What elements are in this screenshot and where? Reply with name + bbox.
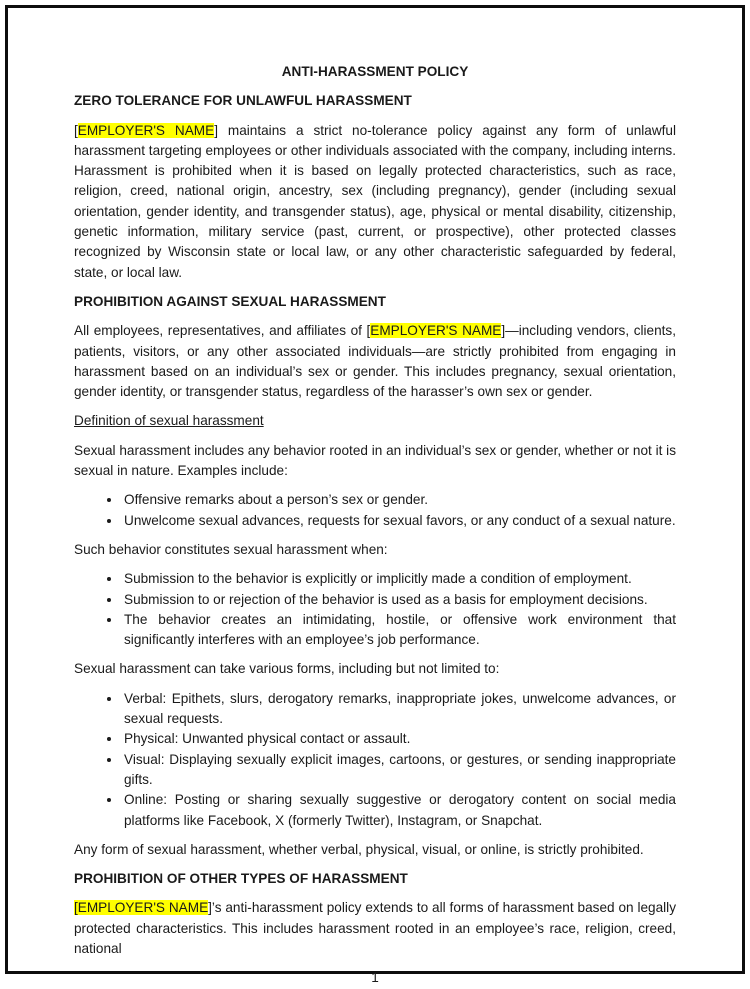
bullet-item: • Unwelcome sexual advances, requests for sexual favors, or any conduct of a sexual nature. (122, 511, 676, 531)
bullet-item: • Submission to the behavior is explicitly or implicitly made a condition of employment. (122, 569, 676, 589)
list-harassment-examples (74, 490, 676, 531)
paragraph-text: ]—including vendors, clients, patients, visitors, or any other associated individuals—are strictly prohibited from engaging in harassment based on an individual’s sex or gender. This includes pregnancy, sexual orientation, gender identity, or transgender status, regardless of the harasser’s own sex or gender. (74, 323, 677, 400)
bullet-item: • Physical: Unwanted physical contact or assault. (122, 729, 676, 749)
paragraph-text: Sexual harassment can take various forms, including but not limited to: (74, 661, 500, 677)
page-number: 1 (371, 970, 379, 986)
highlighted-placeholder: EMPLOYER'S NAME (77, 122, 215, 138)
paragraph-text: All employees, representatives, and affiliates of [ (74, 323, 371, 339)
paragraph-text: Any form of sexual harassment, whether verbal, physical, visual, or online, is strictly prohibited. (74, 841, 644, 857)
document-page (5, 5, 745, 986)
section-heading-sexual-harassment: PROHIBITION AGAINST SEXUAL HARASSMENT (74, 293, 386, 309)
section-heading-zero-tolerance: ZERO TOLERANCE FOR UNLAWFUL HARASSMENT (74, 93, 412, 109)
paragraph-zero-tolerance (74, 121, 676, 283)
paragraph-prohibition-scope (74, 321, 676, 402)
list-constitutes-conditions (74, 569, 676, 650)
bullet-item: • Submission to or rejection of the behavior is used as a basis for employment decisions. (122, 590, 676, 610)
paragraph-forms-intro (74, 659, 676, 679)
paragraph-text: Sexual harassment includes any behavior rooted in an individual’s sex or gender, whether or not it is sexual in nature. Examples include: (74, 442, 677, 479)
paragraph-constitutes-intro (74, 540, 676, 560)
document-title: ANTI-HARASSMENT POLICY (281, 64, 469, 79)
bullet-item: • The behavior creates an intimidating, hostile, or offensive work environment that significantly interferes with an employee’s job performance. (122, 610, 676, 651)
bullet-item: • Visual: Displaying sexually explicit images, cartoons, or gestures, or sending inappropriate gifts. (122, 750, 676, 791)
paragraph-other-types (74, 898, 676, 959)
highlighted-placeholder: EMPLOYER'S NAME (370, 323, 502, 339)
document-body (8, 8, 742, 959)
paragraph-text: Such behavior constitutes sexual harassment when: (74, 541, 388, 557)
paragraph-text: ] maintains a strict no-tolerance policy against any form of unlawful harassment targeting employees or other individuals associated with the company, including interns. Harassment is prohibited when it is based on legally protected characteristics, such as race, religion, creed, national origin, ancestry, sex (including pregnancy), gender (including sexual orientation, gender identity, and transgender status), age, physical or mental disability, citizenship, genetic information, military service (past, current, or prospective), other protected classes recognized by Wisconsin state or local law, or any other characteristic safeguarded by federal, state, or local law. (74, 122, 677, 280)
paragraph-text: ]’s anti-harassment policy extends to all forms of harassment based on legally protected characteristics. This includes harassment rooted in an employee’s race, religion, creed, national (74, 900, 676, 956)
bullet-item: • Offensive remarks about a person’s sex or gender. (122, 490, 676, 510)
paragraph-definition-intro (74, 441, 676, 482)
highlighted-placeholder: [EMPLOYER'S NAME (74, 900, 209, 916)
list-harassment-forms (74, 689, 676, 831)
paragraph-text: [ (74, 122, 78, 138)
bullet-item: • Online: Posting or sharing sexually suggestive or derogatory content on social media platforms like Facebook, X (formerly Twitter), Instagram, or Snapchat. (122, 790, 676, 831)
section-heading-other-types: PROHIBITION OF OTHER TYPES OF HARASSMENT (74, 871, 408, 887)
paragraph-any-form-prohibited (74, 840, 676, 860)
subheading-definition-of-sexual-harassment: Definition of sexual harassment (74, 413, 264, 429)
bullet-item: • Verbal: Epithets, slurs, derogatory remarks, inappropriate jokes, unwelcome advances, or sexual requests. (122, 689, 676, 730)
